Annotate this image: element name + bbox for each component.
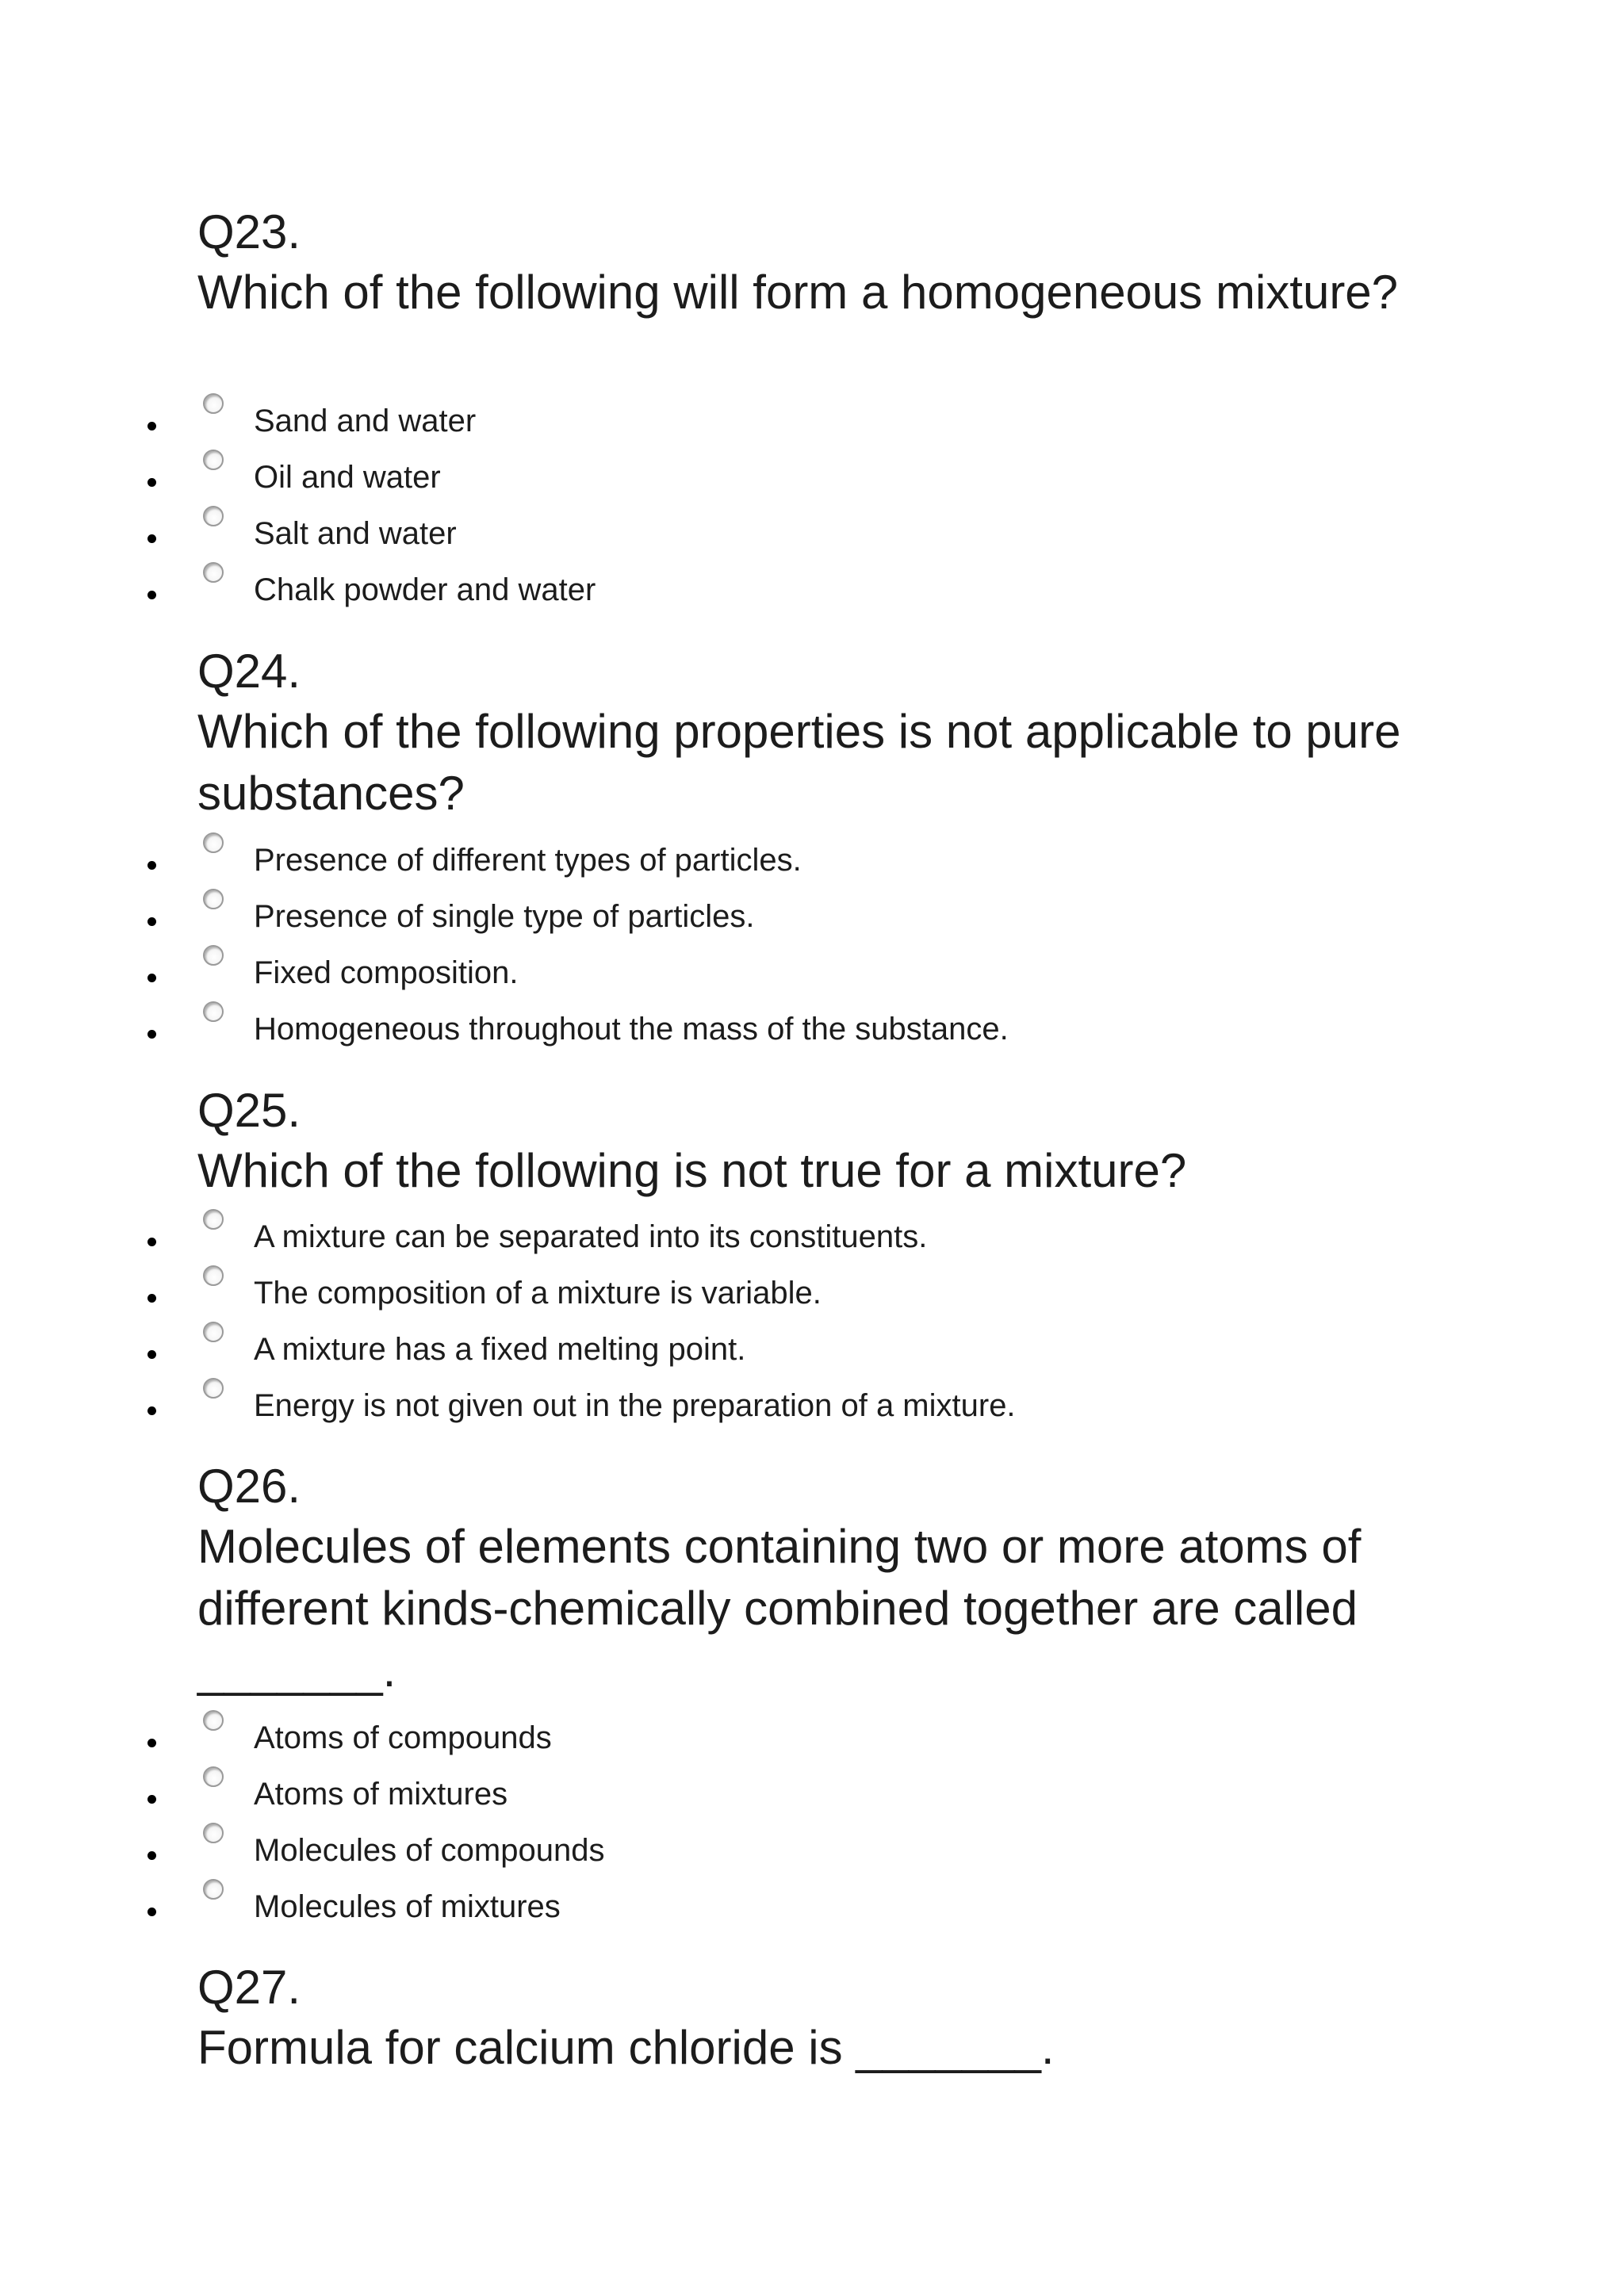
bullet-icon [147,1406,156,1415]
bullet-icon [147,1795,156,1804]
answer-option[interactable] [0,1269,1624,1325]
option-label: A mixture can be separated into its constituents. [254,1219,928,1254]
answer-option[interactable] [0,1004,1624,1061]
radio-button[interactable] [203,1378,224,1399]
question-text: Which of the following properties is not applicable to pure substances? [197,705,1401,820]
option-label: Homogeneous throughout the mass of the substance. [254,1012,1009,1047]
option-label: Atoms of compounds [254,1720,552,1755]
question-text: Molecules of elements containing two or more atoms of different kinds-chemically combined together are called _______. [197,1520,1362,1697]
radio-button[interactable] [203,450,224,470]
answer-option[interactable] [0,1325,1624,1381]
option-label: Presence of different types of particles. [254,843,802,878]
radio-button[interactable] [203,1823,224,1843]
option-label: A mixture has a fixed melting point. [254,1332,746,1367]
bullet-icon [147,591,156,599]
answer-option[interactable] [0,1770,1624,1826]
bullet-icon [147,1739,156,1747]
option-label: Energy is not given out in the preparation of a mixture. [254,1388,1016,1423]
question-number: Q27. [197,1961,301,2014]
bullet-icon [147,1908,156,1916]
option-label: Atoms of mixtures [254,1777,508,1812]
radio-button[interactable] [203,1322,224,1342]
answer-option[interactable] [0,453,1624,509]
radio-button[interactable] [203,506,224,526]
answer-option[interactable] [0,509,1624,565]
radio-button[interactable] [203,1209,224,1230]
option-label: Fixed composition. [254,955,519,990]
answer-options [0,836,1624,1061]
answer-option[interactable] [0,1713,1624,1770]
question-text: Formula for calcium chloride is _______. [197,2021,1055,2074]
answer-options [0,1212,1624,1437]
option-label: Chalk powder and water [254,572,596,607]
bullet-icon [147,1030,156,1039]
option-label: Presence of single type of particles. [254,899,755,934]
answer-option[interactable] [0,565,1624,622]
radio-button[interactable] [203,1265,224,1286]
radio-button[interactable] [203,1710,224,1731]
option-label: Salt and water [254,516,457,551]
question-number: Q26. [197,1460,301,1513]
radio-button[interactable] [203,1766,224,1787]
radio-button[interactable] [203,393,224,414]
bullet-icon [147,1350,156,1359]
bullet-icon [147,917,156,926]
option-label: Oil and water [254,460,441,495]
option-label: The composition of a mixture is variable. [254,1276,822,1311]
answer-option[interactable] [0,948,1624,1004]
answer-option[interactable] [0,396,1624,453]
bullet-icon [147,1294,156,1303]
option-label: Molecules of mixtures [254,1889,561,1924]
bullet-icon [147,478,156,487]
option-label: Molecules of compounds [254,1833,605,1868]
bullet-icon [147,974,156,982]
answer-option[interactable] [0,836,1624,892]
question-number: Q24. [197,645,301,698]
question-text: Which of the following is not true for a mixture? [197,1144,1187,1197]
answer-option[interactable] [0,1212,1624,1269]
bullet-icon [147,861,156,870]
answer-option[interactable] [0,892,1624,948]
radio-button[interactable] [203,889,224,909]
radio-button[interactable] [203,1001,224,1022]
bullet-icon [147,1851,156,1860]
answer-option[interactable] [0,1882,1624,1938]
radio-button[interactable] [203,832,224,853]
radio-button[interactable] [203,945,224,966]
radio-button[interactable] [203,562,224,583]
option-label: Sand and water [254,404,477,438]
bullet-icon [147,1238,156,1246]
question-text: Which of the following will form a homogeneous mixture? [197,266,1399,319]
bullet-icon [147,534,156,543]
question-number: Q23. [197,205,301,258]
bullet-icon [147,422,156,430]
answer-option[interactable] [0,1826,1624,1882]
question-number: Q25. [197,1084,301,1137]
answer-option[interactable] [0,1381,1624,1437]
answer-options [0,1713,1624,1938]
radio-button[interactable] [203,1879,224,1900]
answer-options [0,396,1624,622]
